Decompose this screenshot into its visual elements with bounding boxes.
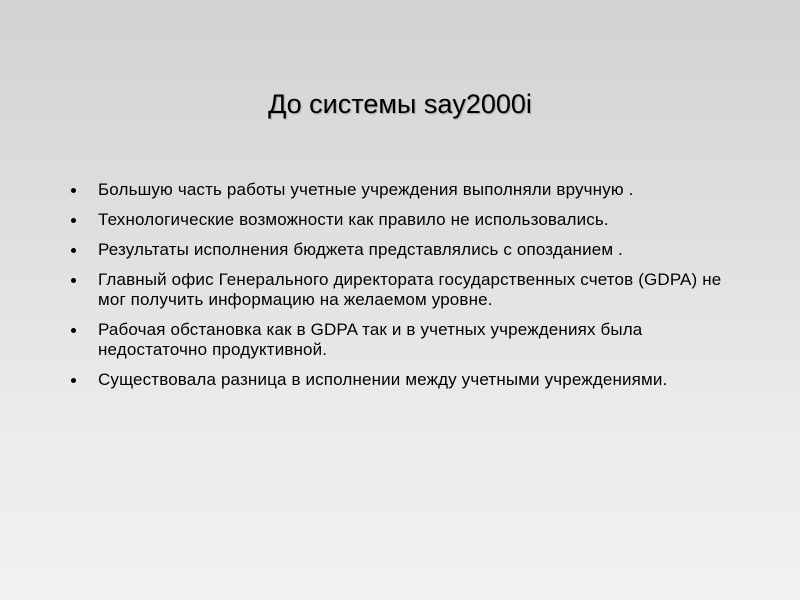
slide-title: До системы say2000i — [268, 89, 532, 119]
bullet-item — [70, 320, 750, 360]
bullet-text: Существовала разница в исполнении между учетными учреждениями. — [98, 370, 668, 389]
bullet-icon — [71, 378, 76, 383]
bullet-item — [70, 240, 750, 260]
bullet-item — [70, 370, 750, 390]
bullet-icon — [71, 328, 76, 333]
bullet-icon — [71, 278, 76, 283]
bullet-list — [70, 180, 750, 400]
bullet-item — [70, 270, 750, 310]
bullet-text: Большую часть работы учетные учреждения выполняли вручную . — [98, 180, 634, 199]
bullet-icon — [71, 218, 76, 223]
bullet-text: Технологические возможности как правило не использовались. — [98, 210, 609, 229]
bullet-item — [70, 210, 750, 230]
bullet-text: Главный офис Генерального директората государственных счетов (GDPA) не мог получить информацию на желаемом уровне. — [98, 270, 722, 309]
bullet-text: Рабочая обстановка как в GDPA так и в учетных учреждениях была недостаточно продуктивной. — [98, 320, 643, 359]
bullet-text: Результаты исполнения бюджета представлялись с опозданием . — [98, 240, 623, 259]
bullet-icon — [71, 188, 76, 193]
bullet-icon — [71, 248, 76, 253]
bullet-item — [70, 180, 750, 200]
